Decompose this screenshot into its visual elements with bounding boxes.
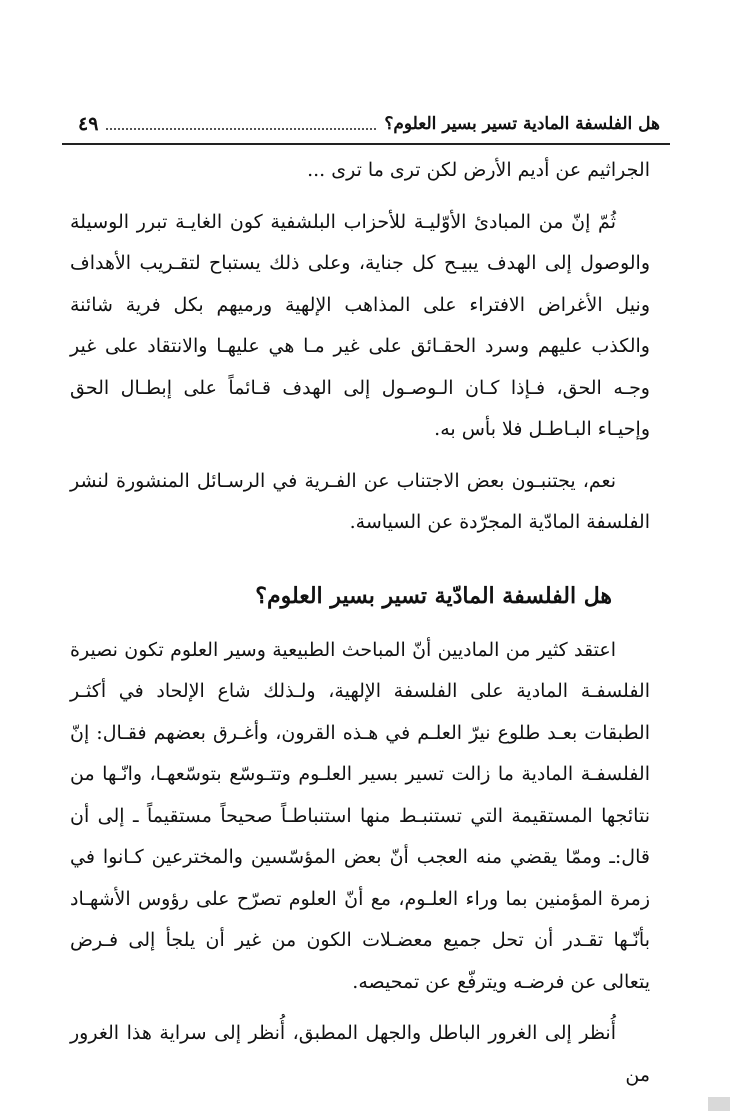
page-number: ٤٩ xyxy=(78,113,99,135)
paragraph-1: الجراثيم عن أديم الأرض لكن ترى ما ترى ... xyxy=(307,159,650,181)
header-title: هل الفلسفة المادية تسير بسير العلوم؟ xyxy=(384,114,660,134)
section-paragraph-2: أُنظر إلى الغرور الباطل والجهل المطبق، أُنظر إلى سراية هذا الغرور من xyxy=(70,1022,650,1086)
paragraph-3: نعم، يجتنبـون بعض الاجتناب عن الفـرية في الرسـائل المنشورة لنشر الفلسفة المادّية المجرّدة عن السياسة. xyxy=(70,469,650,533)
section-heading: هل الفلسفة المادّية تسير بسير العلوم؟ xyxy=(255,582,612,609)
scan-edge-mark xyxy=(708,1097,730,1111)
section-paragraph-1: اعتقد كثير من الماديين أنّ المباحث الطبيعية وسير العلوم تكون نصيرة الفلسفـة المادية على الفلسفة الإلهية، ولـذلك شاع الإلحاد في أكثـر الطبقات بعـد طلوع نيرّ العلـم في هـذه القرون، وأغـرق بعضهم فقـال: إنّ الفلسفـة المادية ما زالت تسير بسير العلـوم وتتـوسّع بتوسّعهـا، وانّـها من نتائجها المستقيمة التي تستنبـط منها استنباطـاً صحيحاً مستقيماً ـ إلى أن قال:ـ وممّا يقضي منه العجب أنّ بعض المؤسّسين والمخترعين كـانوا في زمرة المؤمنين بما وراء العلـوم، مع أنّ العلوم تصرّح على رؤوس الأشهـاد بأنّـها تقـدر أن تحل جميع معضـلات الكون من غير أن يلجأ إلى فـرض يتعالى عن فرضـه ويترفّع عن تمحيصه. xyxy=(70,638,650,993)
body-text xyxy=(70,150,650,1106)
paragraph-2: ثُمّ إنّ من المبادئ الأوّليـة للأحزاب البلشفية كون الغايـة تبرر الوسيلة والوصول إلى الهدف يبيـح كل جناية، وعلى ذلك يستباح لتقـريب الأهداف ونيل الأغراض الافتراء على المذاهب الإلهية ورميهم بكل فرية شائنة والكذب عليهم وسرد الحقـائق على غير مـا هي عليهـا والانتقاد على غير وجـه الحق، فـإذا كـان الـوصـول إلى الهدف قـائماً على إبطـال الحق وإحيـاء البـاطـل فلا بأس به. xyxy=(70,210,650,440)
running-header xyxy=(78,104,660,144)
header-rule xyxy=(62,143,670,145)
header-dot-leader xyxy=(106,128,376,130)
